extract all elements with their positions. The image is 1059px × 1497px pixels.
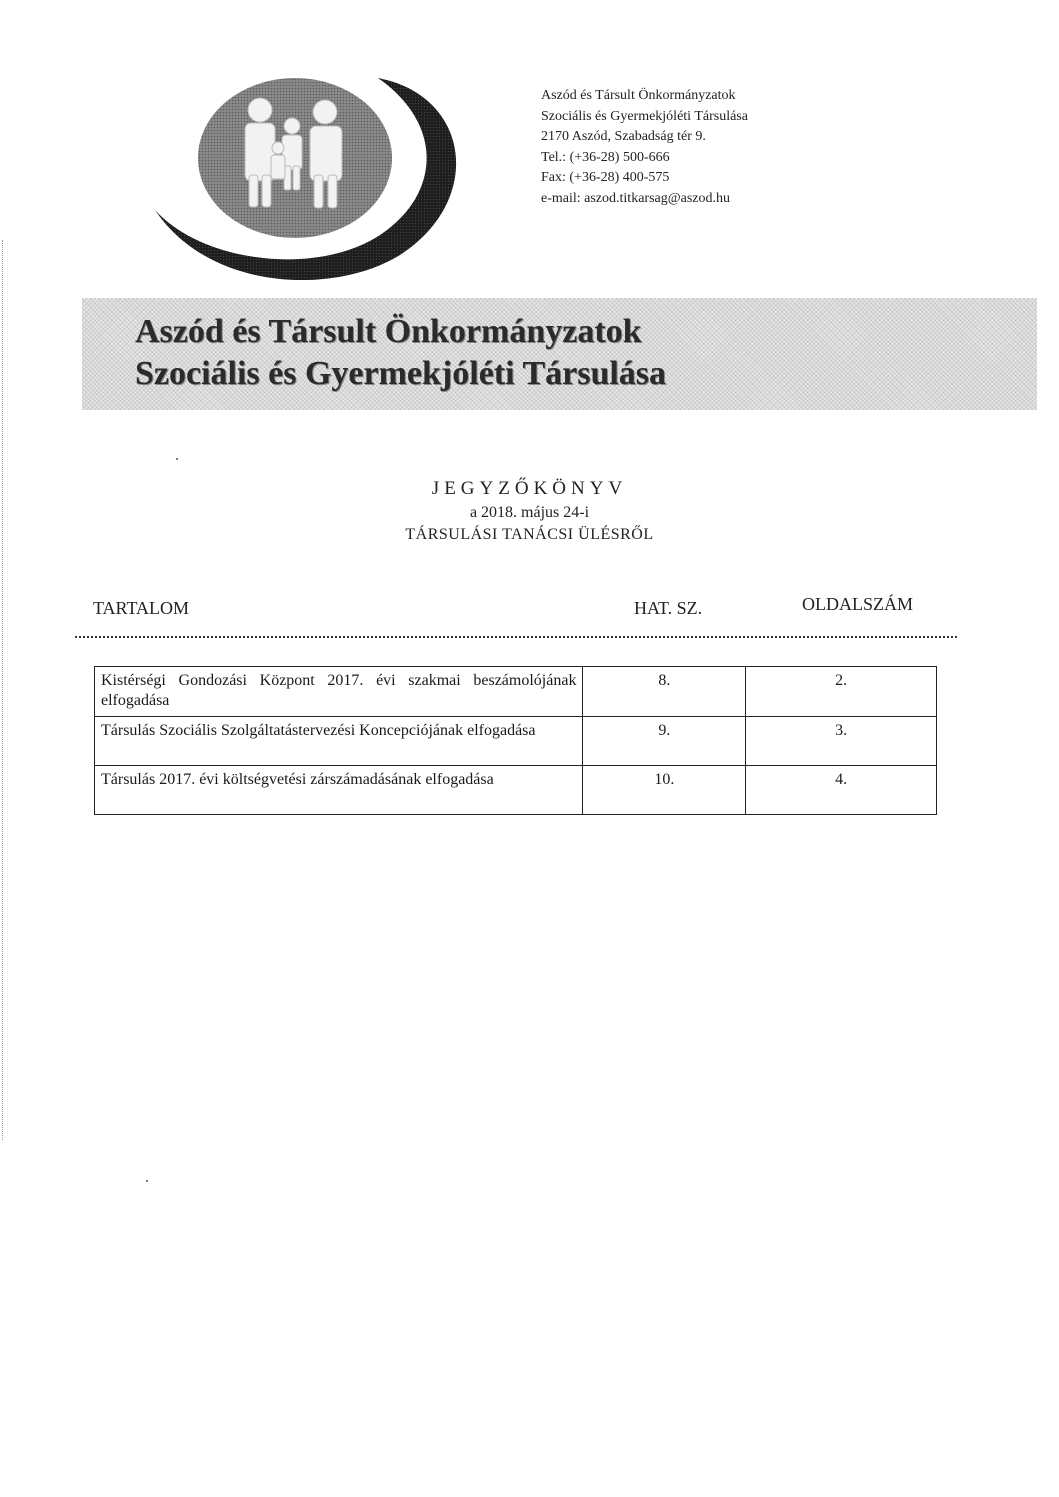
- table-of-contents: [94, 666, 937, 815]
- column-header-page: OLDALSZÁM: [802, 594, 913, 614]
- contact-phone: Tel.: (+36-28) 500-666: [541, 149, 670, 165]
- scan-edge-mark: [2, 240, 3, 1140]
- banner-title-line2: Szociális és Gyermekjóléti Társulása: [135, 355, 667, 392]
- row-resolution-number: 9.: [583, 717, 746, 766]
- row-page-number: 4.: [746, 766, 937, 815]
- contact-block: [541, 86, 748, 209]
- banner-title-line1: Aszód és Társult Önkormányzatok: [135, 313, 642, 350]
- row-resolution-number: 10.: [583, 766, 746, 815]
- table-row: [95, 667, 937, 717]
- family-circle-logo-icon: [150, 60, 480, 290]
- row-title: Társulás Szociális Szolgáltatástervezési Koncepciójának elfogadása: [95, 717, 583, 766]
- row-page-number: 3.: [746, 717, 937, 766]
- row-page-number: 2.: [746, 667, 937, 717]
- row-resolution-number: 8.: [583, 667, 746, 717]
- scan-speck: [146, 1180, 148, 1182]
- contact-org-line1: Aszód és Társult Önkormányzatok: [541, 88, 736, 103]
- document-title: JEGYZŐKÖNYV: [431, 478, 628, 499]
- dotted-separator: [75, 628, 957, 638]
- scan-speck: [176, 458, 178, 460]
- column-header-content: TARTALOM: [93, 598, 190, 618]
- document-subtitle: TÁRSULÁSI TANÁCSI ÜLÉSRŐL: [405, 526, 654, 543]
- row-title: Társulás 2017. évi költségvetési zárszámadásának elfogadása: [95, 766, 583, 815]
- contact-address: 2170 Aszód, Szabadság tér 9.: [541, 129, 706, 144]
- meeting-date: a 2018. május 24-i: [469, 504, 590, 521]
- contact-fax: Fax: (+36-28) 400-575: [541, 170, 670, 185]
- table-row: [95, 766, 937, 815]
- table-row: [95, 717, 937, 766]
- contact-org-line2: Szociális és Gyermekjóléti Társulása: [541, 108, 748, 124]
- row-title: Kistérségi Gondozási Központ 2017. évi szakmai beszámolójának elfogadása: [95, 667, 583, 717]
- contact-email: e-mail: aszod.titkarsag@aszod.hu: [541, 190, 730, 206]
- column-header-resolution: HAT. SZ.: [634, 598, 703, 618]
